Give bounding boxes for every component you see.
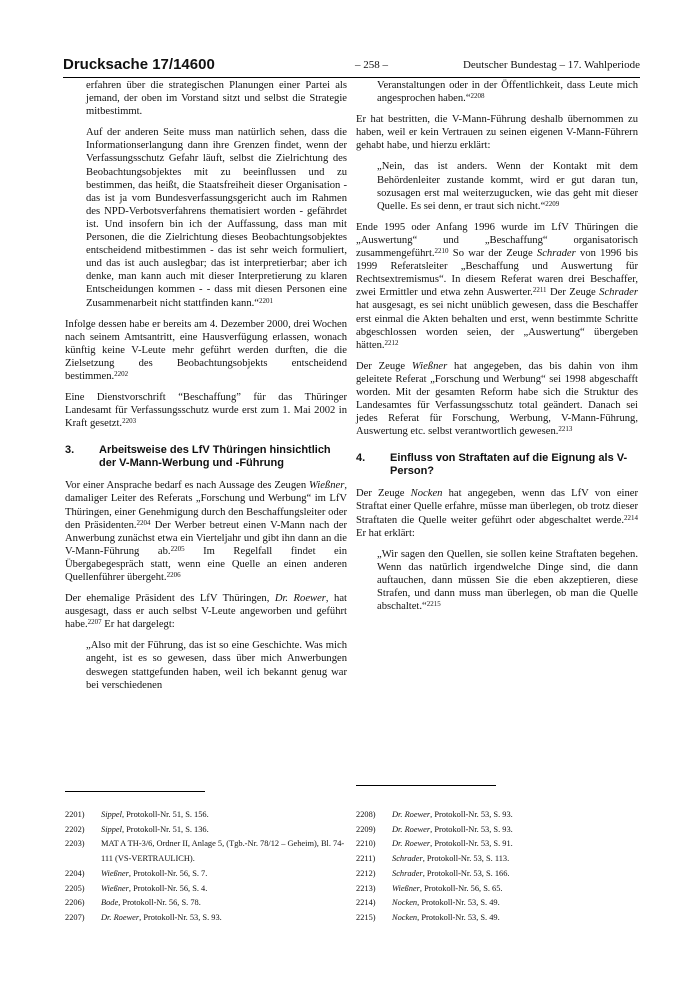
quote-paragraph: „Nein, das ist anders. Wenn der Kontakt mit dem Behördenleiter zustande kommt, wird er gut daran tun, sozusagen erst mal weiterzugucken, wie das geht mit dieser Quelle. Es sei denn, er traut sich nicht.“$^{2209}$ [377, 161, 638, 212]
footnote [65, 837, 347, 866]
section-title: Arbeitsweise des LfV Thüringen hinsichtlich der V-Mann-Werbung und -Führung [99, 444, 331, 470]
body-paragraph: Eine Dienstvorschrift “Beschaffung” für das Thüringer Landesamt für Verfassungsschutz wurde erst zum 1. Mai 2002 in Kraft gesetzt.$^{2203}$ [65, 392, 347, 430]
footnote [65, 867, 347, 882]
footnote [65, 911, 347, 926]
footnote-text: Schrader, Protokoll-Nr. 53, S. 166. [392, 868, 510, 878]
footnote-number: 2206) [65, 898, 85, 908]
footnote-ref[interactable]: 2211 [532, 286, 547, 295]
footnotes-left [65, 808, 347, 926]
body-paragraph: Infolge dessen habe er bereits am 4. Dezember 2000, drei Wochen nach seinem Amtsantritt, eine Hausverfügung erlassen, wonach künftig keine V-Leute mehr geführt werden durften, die die Zielsetzung des Beobachtungsobjekts entscheidend bestimmen.$^{2202}$ [65, 318, 347, 382]
footnote [356, 837, 638, 852]
footnote-text: Wießner, Protokoll-Nr. 56, S. 4. [101, 883, 208, 893]
footnote-ref[interactable]: 2210 [434, 247, 449, 256]
quote-continuation: Veranstaltungen oder in der Öffentlichkeit, dass Leute mich angesprochen haben.“$^{2208}$ [377, 80, 638, 105]
footnote-text: Wießner, Protokoll-Nr. 56, S. 7. [101, 868, 208, 878]
body-paragraph: Der ehemalige Präsident des LfV Thüringen, Dr. Roewer, hat ausgesagt, dass er auch selbst V-Leute angeworben und geführt habe.$^{2207}$ Er hat dargelegt: [65, 593, 347, 631]
footnote [356, 911, 638, 926]
footnote-number: 2204) [65, 868, 85, 878]
footnote-text: Bode, Protokoll-Nr. 56, S. 78. [101, 898, 201, 908]
footnote-ref[interactable]: 2209 [545, 199, 560, 208]
footnote-number: 2208) [356, 810, 376, 819]
footnote [356, 852, 638, 867]
footnote-text: Dr. Roewer, Protokoll-Nr. 53, S. 93. [392, 810, 513, 819]
section-number: 3. [65, 444, 75, 457]
footnote-ref[interactable]: 2208 [470, 92, 485, 101]
footnote-number: 2207) [65, 912, 85, 922]
footnote [65, 808, 347, 823]
footnote-number: 2202) [65, 824, 85, 834]
quote-paragraph: Auf der anderen Seite muss man natürlich sehen, dass die Informationserlangung dann ihre Grenzen findet, wenn der Verfassungsschutz Gefahr läuft, selbst die Zielrichtung des Beobachtungsobjektes mit zu beeinflussen und zu bestimmen, das heißt, die Staatsfreiheit dieser Organisation - das ist ja vom Bundesverfassungsgericht auch im Rahmen des NPD-Verbotsverfahrens thematisiert worden - gefährdet ist. Und insofern bin ich der Auffassung, dass man mit Personen, die die Zielrichtung dieses Beobachtungsobjektes entscheidend mitbestimmen - das ist sehr weich formuliert, und das ist auch auslegbar; das ist interpretierbar; aber ich denke, man kann auch mit dieser Interpretierung zu klaren Entscheidungen kommen - - dass mit diesen Personen eine Zusammenarbeit nicht stattfinden kann.“$^{2201}$ [86, 127, 347, 309]
right-column [356, 79, 638, 621]
footnote-number: 2212) [356, 868, 376, 878]
footnote-ref[interactable]: 2201 [258, 296, 273, 305]
footnote-ref[interactable]: 2206 [166, 571, 181, 579]
footnote-ref[interactable]: 2203 [122, 417, 137, 426]
witness-name: Nocken [410, 488, 443, 500]
footnote [356, 896, 638, 911]
publisher: Deutscher Bundestag – 17. Wahlperiode [462, 59, 640, 71]
quote-paragraph: „Also mit der Führung, das ist so eine Geschichte. Was mich angeht, ist es so gewesen, dass über mich Anwerbungen deswegen stattgefunden haben, weil ich bekannt genug war bei verschiedenen [86, 640, 347, 691]
footnote-number: 2210) [356, 839, 376, 849]
footnote-number: 2209) [356, 824, 376, 834]
witness-name: Schrader [536, 248, 576, 260]
body-paragraph: Er hat bestritten, die V-Mann-Führung deshalb übernommen zu haben, weil er kein Vertrauen zu seinen eigenen V-Mann-Führern gehabt habe, und hierzu erklärt: [356, 114, 638, 152]
footnote-text: Dr. Roewer, Protokoll-Nr. 53, S. 91. [392, 839, 513, 849]
footnote-ref[interactable]: 2205 [170, 544, 185, 553]
footnote-number: 2205) [65, 883, 85, 893]
page-number: – 258 – [355, 59, 388, 71]
footnote-rule [65, 791, 205, 792]
footnote-text: Nocken, Protokoll-Nr. 53, S. 49. [392, 898, 500, 908]
footnote-ref[interactable]: 2215 [426, 600, 441, 609]
body-paragraph: Vor einer Ansprache bedarf es nach Aussage des Zeugen Wießner, damaliger Leiter des Referats „Forschung und Werbung“ im LfV Thüringen, einer Genehmigung durch den Beschaffungsleiter oder den Präsidenten.$^{2204}$ Der Werber betreut einen V-Mann nach der Anwerbung zunächst etwa ein Vierteljahr und gibt ihn dann an die V-Mann-Führung ab.$^{2205}$ Im Regelfall findet ein Übergabegespräch statt, wenn eine Quelle an einen anderen Quellenführer übergeht.$^{2206}$ [65, 480, 348, 583]
footnote [65, 882, 347, 897]
section-title: Einfluss von Straftaten auf die Eignung als V-Person? [390, 452, 628, 478]
witness-name: Wießner [411, 360, 448, 372]
footnote-text: Dr. Roewer, Protokoll-Nr. 53, S. 93. [392, 824, 513, 834]
footnote-number: 2201) [65, 810, 85, 819]
footnote-text: Nocken, Protokoll-Nr. 53, S. 49. [392, 912, 500, 922]
body-paragraph: Der Zeuge Wießner hat angegeben, das bis dahin von ihm geleitete Referat „Forschung und Werbung“ sei 1998 abgeschafft worden. Mit der gesamten Reform habe sich die Struktur des Landesamtes für Verfassungsschutz total geändert. Danach sei jedes Referat für Forschung, Werbung, V-Mann-Führung, Auswertung etc. selbst verantwortlich gewesen.$^{2213}$ [356, 360, 638, 438]
footnote [65, 823, 347, 838]
witness-name: Schrader [599, 287, 638, 299]
section-number: 4. [356, 452, 366, 465]
document-number [63, 56, 215, 73]
footnote [356, 867, 638, 882]
footnote-number: 2211) [356, 854, 376, 864]
footnote-ref[interactable]: 2213 [558, 425, 573, 434]
footnote-text: MAT A TH-3/6, Ordner II, Anlage 5, (Tgb.-Nr. 78/12 – Geheim), Bl. 74-111 (VS-VERTRAULICH). [101, 839, 345, 864]
footnote-text: Wießner, Protokoll-Nr. 56, S. 65. [392, 883, 503, 893]
quote-paragraph: „Wir sagen den Quellen, sie sollen keine Straftaten begehen. Wenn das natürlich irgendwelche Dinge sind, die dann auftauchen, dann müssen Sie die eben akzeptieren, diese Strafen, und dann muss man überlegen, ob man die Quelle abschaltet.“$^{2215}$ [377, 548, 638, 613]
body-paragraph: Ende 1995 oder Anfang 1996 wurde im LfV Thüringen die „Auswertung“ und „Beschaffung“ organisatorisch zusammengeführt.$^{2210}$ So war der Zeuge Schrader von 1996 bis 1999 Referatsleiter „Beschaffung und Auswertung für Rechtsextremismus“. In diesem Referat waren drei Beschaffer, zwei Ermittler und etwa zehn Auswerter.$^{2211}$ Der Zeuge Schrader hat ausgesagt, es sei nicht unüblich gewesen, dass die Beschaffer erst einmal die Akten behalten und erst, wenn bestimmte Schritte abgeschlossen worden seien, der „Auswertung“ übergeben hätten.$^{2212}$ [356, 221, 638, 351]
footnote-text: Schrader, Protokoll-Nr. 53, S. 113. [392, 854, 510, 864]
witness-name: Wießner [309, 480, 345, 492]
footnote-text: Sippel, Protokoll-Nr. 51, S. 156. [101, 810, 209, 819]
witness-name: Dr. Roewer [274, 593, 326, 605]
footnote [356, 823, 638, 838]
footnote-ref[interactable]: 2207 [87, 618, 102, 627]
footnote-text: Sippel, Protokoll-Nr. 51, S. 136. [101, 824, 209, 834]
footnote-text: Dr. Roewer, Protokoll-Nr. 53, S. 93. [101, 912, 222, 922]
footnote-ref[interactable]: 2202 [114, 369, 129, 378]
footnote-ref[interactable]: 2212 [384, 338, 399, 347]
drucksache-label: Drucksache 17/ [63, 56, 174, 73]
footnote-number: 2213) [356, 883, 376, 893]
footnote-ref[interactable]: 2214 [624, 513, 638, 522]
quote-continuation: erfahren über die strategischen Planungen einer Partei als jemand, der oben im Vorstand sitzt und selbst die Strategie mitbestimmt. [86, 80, 347, 118]
footnotes-right [356, 808, 638, 926]
page-header [63, 56, 640, 78]
body-paragraph: Der Zeuge Nocken hat angegeben, wenn das LfV von einer Straftat einer Quelle erfahre, müsse man überlegen, ob trotz dieser Straftaten die Quelle weiter geführt oder abgeschaltet werde.$^{2214}$ Er hat erklärt: [356, 488, 638, 539]
header-rule [63, 77, 640, 78]
left-column [65, 79, 347, 700]
footnote-number: 2215) [356, 912, 376, 922]
footnote [356, 882, 638, 897]
drucksache-number: 14600 [173, 56, 215, 73]
section-heading [356, 452, 638, 478]
footnote-number: 2203) [65, 839, 85, 849]
footnote-rule [356, 785, 496, 786]
footnote [65, 896, 347, 911]
footnote [356, 808, 638, 823]
footnote-number: 2214) [356, 898, 376, 908]
section-heading [65, 444, 347, 470]
footnote-ref[interactable]: 2204 [136, 518, 151, 527]
